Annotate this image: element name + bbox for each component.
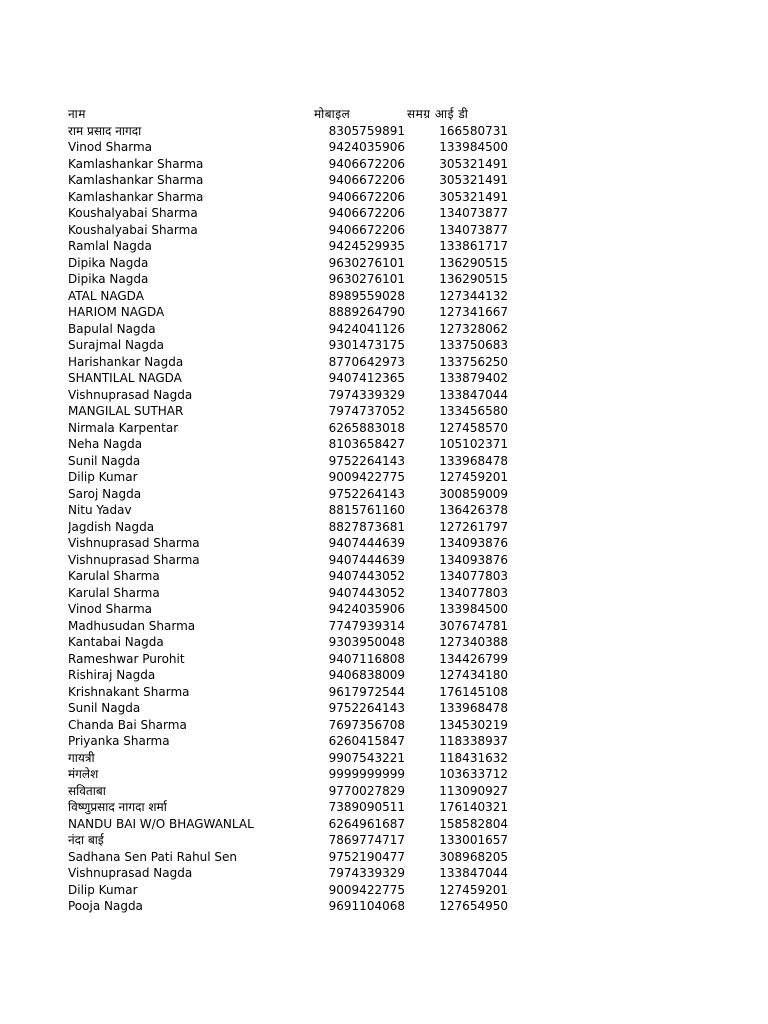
table-row xyxy=(68,502,528,519)
row-name: MANGILAL SUTHAR xyxy=(68,404,184,418)
row-phone: 9406672206 xyxy=(328,222,405,237)
row-id: 105102371 xyxy=(439,437,508,451)
row-name: Sunil Nagda xyxy=(68,701,141,715)
row-phone: 9630276101 xyxy=(328,272,405,286)
row-name: Madhusudan Sharma xyxy=(68,618,196,633)
table-row xyxy=(68,486,528,503)
row-name: Karulal Sharma xyxy=(68,569,160,583)
table-row xyxy=(68,354,528,371)
row-name: Harishankar Nagda xyxy=(68,354,184,369)
table-row xyxy=(68,552,528,569)
row-phone: 9424529935 xyxy=(328,239,405,253)
row-phone: 9406672206 xyxy=(328,189,405,204)
row-name: मंगलेश xyxy=(68,767,99,781)
row-id: 136290515 xyxy=(439,255,508,270)
table-row xyxy=(68,205,528,222)
row-id: 134093876 xyxy=(439,536,508,550)
table-row xyxy=(68,568,528,585)
row-id: 133968478 xyxy=(439,701,508,715)
table-row xyxy=(68,304,528,321)
row-phone: 8815761160 xyxy=(328,503,405,517)
table-row xyxy=(68,436,528,453)
row-phone: 9752264143 xyxy=(328,486,405,501)
table-row xyxy=(68,337,528,354)
row-name: Jagdish Nagda xyxy=(68,519,155,534)
row-id: 127458570 xyxy=(439,420,508,435)
row-id: 133861717 xyxy=(439,239,508,253)
row-phone: 9630276101 xyxy=(328,255,405,270)
row-id: 166580731 xyxy=(439,123,508,138)
row-id: 133847044 xyxy=(439,866,508,880)
row-phone: 9691104068 xyxy=(328,899,405,913)
table-row xyxy=(68,453,528,470)
row-phone: 9407443052 xyxy=(328,569,405,583)
table-row xyxy=(68,238,528,255)
row-name: Koushalyabai Sharma xyxy=(68,222,198,237)
row-id: 127654950 xyxy=(439,899,508,913)
header-phone: मोबाइल xyxy=(314,107,351,121)
row-phone: 9406672206 xyxy=(328,156,405,171)
row-id: 133750683 xyxy=(439,338,508,352)
row-id: 127341667 xyxy=(439,305,508,319)
table-row xyxy=(68,189,528,206)
row-id: 133968478 xyxy=(439,453,508,468)
row-phone: 9752264143 xyxy=(328,453,405,468)
table-row xyxy=(68,519,528,536)
row-id: 158582804 xyxy=(439,816,508,831)
row-id: 134093876 xyxy=(439,552,508,567)
row-phone: 9009422775 xyxy=(328,470,405,484)
row-phone: 8103658427 xyxy=(328,437,405,451)
header-id: समग्र आई डी xyxy=(407,107,469,121)
table-row xyxy=(68,123,528,140)
row-id: 300859009 xyxy=(439,486,508,501)
row-name: Sunil Nagda xyxy=(68,453,141,468)
row-phone: 9407444639 xyxy=(328,552,405,567)
row-name: Kamlashankar Sharma xyxy=(68,156,204,171)
row-name: Dipika Nagda xyxy=(68,255,149,270)
table-row xyxy=(68,766,528,783)
row-phone: 7747939314 xyxy=(328,618,405,633)
row-id: 305321491 xyxy=(439,156,508,171)
row-id: 133756250 xyxy=(439,354,508,369)
row-name: Kamlashankar Sharma xyxy=(68,173,204,187)
row-phone: 9617972544 xyxy=(328,684,405,699)
row-phone: 9406672206 xyxy=(328,206,405,220)
table-row xyxy=(68,156,528,173)
row-id: 127459201 xyxy=(439,470,508,484)
row-phone: 9424041126 xyxy=(328,321,405,336)
table-row xyxy=(68,255,528,272)
table-row xyxy=(68,469,528,486)
table-row xyxy=(68,667,528,684)
table-row xyxy=(68,403,528,420)
row-phone: 8889264790 xyxy=(328,305,405,319)
row-name: Bapulal Nagda xyxy=(68,321,156,336)
row-id: 136290515 xyxy=(439,272,508,286)
row-name: Rishiraj Nagda xyxy=(68,668,156,682)
row-id: 127434180 xyxy=(439,668,508,682)
table-row xyxy=(68,651,528,668)
row-phone: 9770027829 xyxy=(328,783,405,798)
row-id: 133984500 xyxy=(439,602,508,616)
row-phone: 6260415847 xyxy=(328,734,405,748)
row-phone: 8770642973 xyxy=(328,354,405,369)
table-row xyxy=(68,717,528,734)
row-phone: 6265883018 xyxy=(328,420,405,435)
row-phone: 8827873681 xyxy=(328,519,405,534)
row-phone: 7974339329 xyxy=(328,387,405,402)
row-name: NANDU BAI W/O BHAGWANLAL xyxy=(68,816,254,831)
row-id: 176140321 xyxy=(439,800,508,814)
row-name: SHANTILAL NAGDA xyxy=(68,371,182,385)
table-row xyxy=(68,799,528,816)
row-phone: 8989559028 xyxy=(328,288,405,303)
row-name: Kantabai Nagda xyxy=(68,635,164,649)
row-id: 133001657 xyxy=(439,833,508,847)
row-phone: 6264961687 xyxy=(328,816,405,831)
row-name: Karulal Sharma xyxy=(68,585,160,600)
row-phone: 9424035906 xyxy=(328,140,405,154)
row-id: 134073877 xyxy=(439,206,508,220)
row-phone: 9406838009 xyxy=(328,668,405,682)
row-id: 134077803 xyxy=(439,569,508,583)
row-id: 307674781 xyxy=(439,618,508,633)
row-phone: 9407443052 xyxy=(328,585,405,600)
table-row xyxy=(68,733,528,750)
row-name: Ramlal Nagda xyxy=(68,239,152,253)
row-name: Sadhana Sen Pati Rahul Sen xyxy=(68,849,238,864)
table-row xyxy=(68,832,528,849)
table-row xyxy=(68,271,528,288)
row-id: 134426799 xyxy=(439,651,508,666)
table-row xyxy=(68,387,528,404)
row-id: 133456580 xyxy=(439,404,508,418)
row-name: राम प्रसाद नागदा xyxy=(68,123,142,138)
row-id: 127340388 xyxy=(439,635,508,649)
row-phone: 7869774717 xyxy=(328,833,405,847)
row-name: Rameshwar Purohit xyxy=(68,651,185,666)
row-name: Nitu Yadav xyxy=(68,503,132,517)
row-name: नंदा बाई xyxy=(68,833,104,847)
row-id: 133879402 xyxy=(439,371,508,385)
row-name: Dilip Kumar xyxy=(68,882,138,897)
row-name: Vishnuprasad Sharma xyxy=(68,536,200,550)
row-id: 127459201 xyxy=(439,882,508,897)
row-phone: 7389090511 xyxy=(328,800,405,814)
row-phone: 9999999999 xyxy=(328,767,405,781)
table-row xyxy=(68,139,528,156)
row-id: 136426378 xyxy=(439,503,508,517)
row-name: गायत्री xyxy=(68,750,95,765)
table-row xyxy=(68,370,528,387)
table-row xyxy=(68,535,528,552)
row-id: 134077803 xyxy=(439,585,508,600)
row-name: Neha Nagda xyxy=(68,437,143,451)
spreadsheet-table xyxy=(68,106,528,915)
row-phone: 9406672206 xyxy=(328,173,405,187)
table-row xyxy=(68,750,528,767)
row-phone: 9752190477 xyxy=(328,849,405,864)
row-id: 176145108 xyxy=(439,684,508,699)
table-row xyxy=(68,585,528,602)
row-phone: 9424035906 xyxy=(328,602,405,616)
table-body xyxy=(68,123,528,915)
row-phone: 9303950048 xyxy=(328,635,405,649)
row-name: Nirmala Karpentar xyxy=(68,420,179,435)
table-row xyxy=(68,849,528,866)
row-id: 113090927 xyxy=(439,783,508,798)
row-id: 133984500 xyxy=(439,140,508,154)
header-name: नाम xyxy=(68,107,86,121)
row-id: 118431632 xyxy=(439,750,508,765)
row-phone: 9407444639 xyxy=(328,536,405,550)
row-id: 127328062 xyxy=(439,321,508,336)
row-name: Dipika Nagda xyxy=(68,272,149,286)
row-id: 134530219 xyxy=(439,717,508,732)
row-name: Pooja Nagda xyxy=(68,899,143,913)
row-phone: 7974737052 xyxy=(328,404,405,418)
row-id: 127344132 xyxy=(439,288,508,303)
row-name: Chanda Bai Sharma xyxy=(68,717,187,732)
row-phone: 9407116808 xyxy=(328,651,405,666)
row-name: Koushalyabai Sharma xyxy=(68,206,198,220)
table-row xyxy=(68,816,528,833)
row-phone: 9407412365 xyxy=(328,371,405,385)
row-phone: 9301473175 xyxy=(328,338,405,352)
row-name: Saroj Nagda xyxy=(68,486,142,501)
table-row xyxy=(68,288,528,305)
table-row xyxy=(68,783,528,800)
table-row xyxy=(68,420,528,437)
row-phone: 9752264143 xyxy=(328,701,405,715)
table-row xyxy=(68,898,528,915)
header-row xyxy=(68,106,528,123)
row-name: ATAL NAGDA xyxy=(68,288,144,303)
row-name: Vinod Sharma xyxy=(68,140,152,154)
row-phone: 9907543221 xyxy=(328,750,405,765)
row-name: Vishnuprasad Nagda xyxy=(68,866,193,880)
row-name: Vishnuprasad Nagda xyxy=(68,387,193,402)
row-id: 103633712 xyxy=(439,767,508,781)
table-row xyxy=(68,882,528,899)
row-phone: 9009422775 xyxy=(328,882,405,897)
row-id: 308968205 xyxy=(439,849,508,864)
row-id: 305321491 xyxy=(439,189,508,204)
row-phone: 8305759891 xyxy=(328,123,405,138)
row-name: Surajmal Nagda xyxy=(68,338,164,352)
table-row xyxy=(68,222,528,239)
table-row xyxy=(68,684,528,701)
row-name: HARIOM NAGDA xyxy=(68,305,165,319)
row-name: Krishnakant Sharma xyxy=(68,684,190,699)
row-name: Priyanka Sharma xyxy=(68,734,170,748)
row-phone: 7697356708 xyxy=(328,717,405,732)
table-row xyxy=(68,700,528,717)
row-id: 133847044 xyxy=(439,387,508,402)
row-name: सविताबा xyxy=(68,783,106,798)
row-name: Vinod Sharma xyxy=(68,602,152,616)
table-row xyxy=(68,634,528,651)
row-id: 134073877 xyxy=(439,222,508,237)
row-name: विष्णुप्रसाद नागदा शर्मा xyxy=(68,800,167,814)
table-row xyxy=(68,865,528,882)
row-id: 127261797 xyxy=(439,519,508,534)
row-id: 305321491 xyxy=(439,173,508,187)
row-name: Vishnuprasad Sharma xyxy=(68,552,200,567)
table-row xyxy=(68,618,528,635)
table-row xyxy=(68,601,528,618)
row-name: Dilip Kumar xyxy=(68,470,138,484)
row-phone: 7974339329 xyxy=(328,866,405,880)
row-id: 118338937 xyxy=(439,734,508,748)
row-name: Kamlashankar Sharma xyxy=(68,189,204,204)
table-row xyxy=(68,172,528,189)
table-row xyxy=(68,321,528,338)
